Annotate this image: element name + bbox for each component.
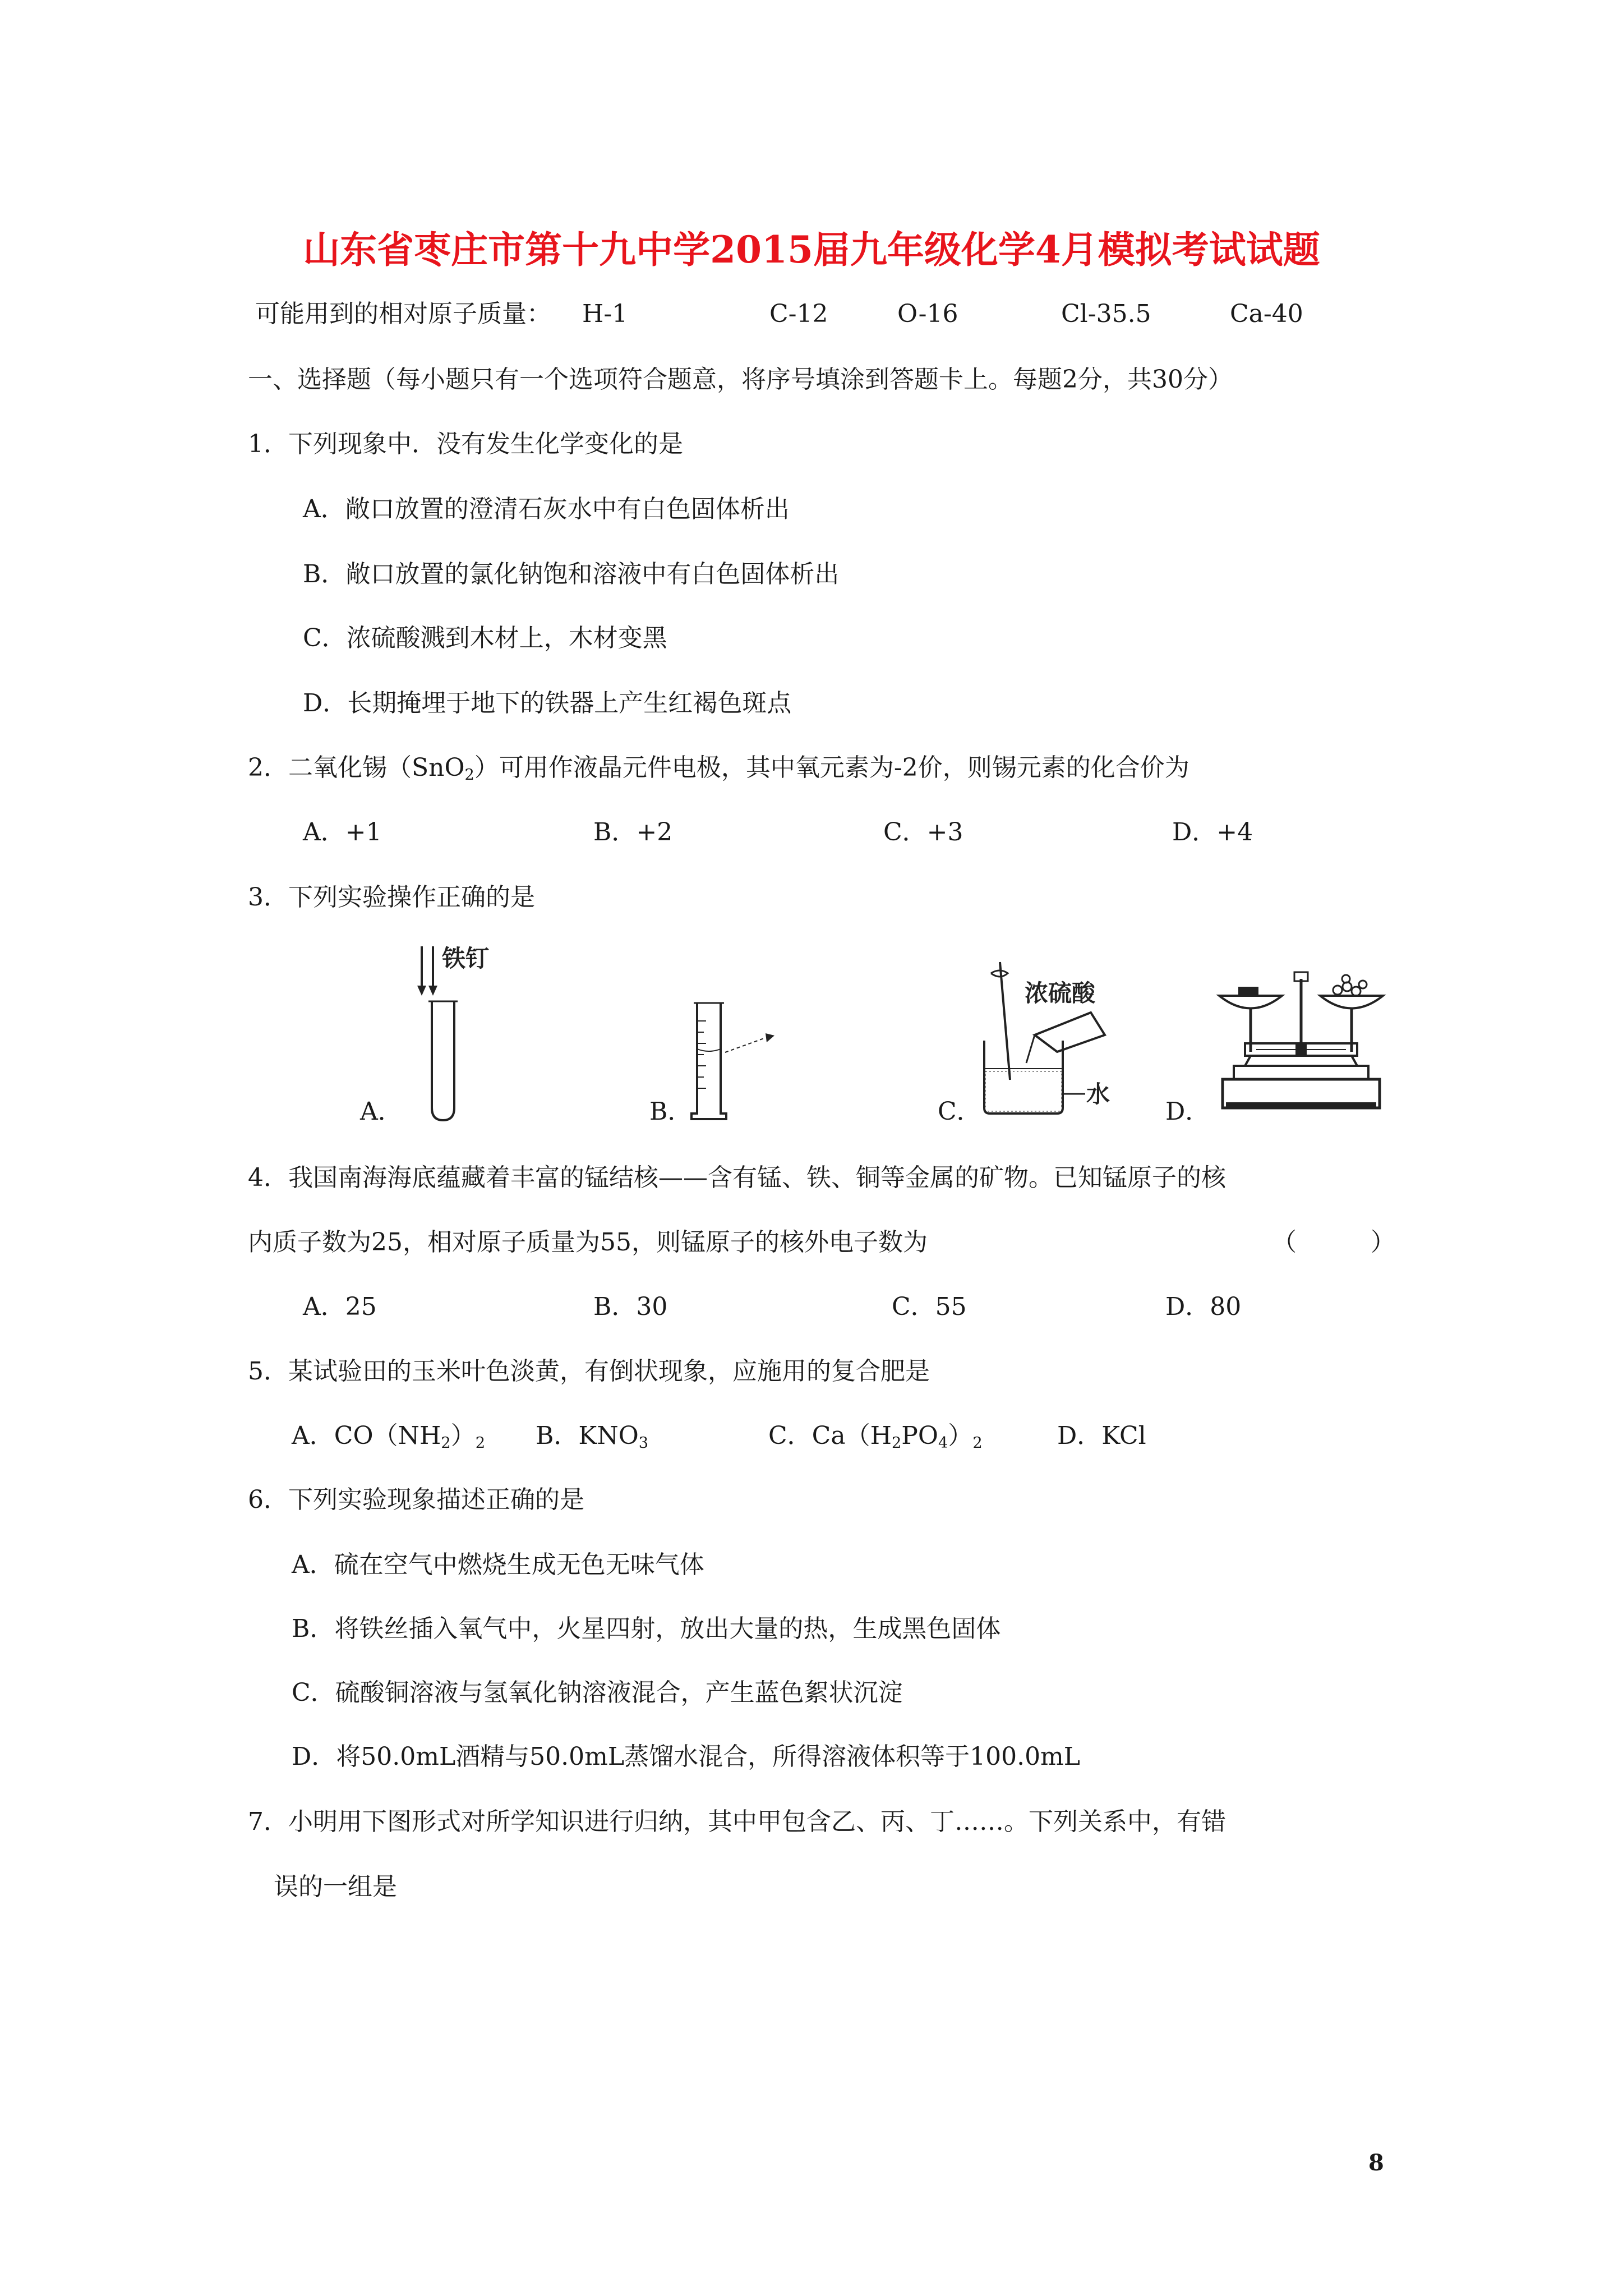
question-1-option-d: D．长期掩埋于地下的铁器上产生红褐色斑点	[303, 689, 792, 717]
figure-a-test-tube-nail	[404, 940, 516, 1125]
question-5-option-c: C．$Ca(H_2PO_4)_2$	[768, 1421, 983, 1452]
figure-c-label: C．	[938, 1097, 981, 1126]
acid-label: 浓硫酸	[1025, 979, 1096, 1007]
exam-title: 山东省枣庄市第十九中学2015届九年级化学4月模拟考试试题	[303, 228, 1320, 272]
question-2-stem: 2．二氧化锡（SnO$_2$）可用作液晶元件电极，其中氧元素为-2价，则锡元素的化合价为	[248, 753, 1189, 784]
question-6-option-c: C．硫酸铜溶液与氢氧化钠溶液混合，产生蓝色絮状沉淀	[292, 1678, 903, 1707]
question-1-stem: 1．下列现象中．没有发生化学变化的是	[248, 430, 683, 458]
question-4-line2: 内质子数为25，相对原子质量为55，则锰原子的核外电子数为	[248, 1228, 928, 1257]
question-4-option-b: B．30	[593, 1292, 668, 1321]
figure-d-label: D．	[1165, 1097, 1210, 1126]
atomic-mass-o: O-16	[897, 300, 958, 328]
question-2-option-a: A．+1	[303, 818, 382, 846]
question-5-stem: 5．某试验田的玉米叶色淡黄，有倒状现象，应施用的复合肥是	[248, 1357, 930, 1386]
figure-c-acid-dilution	[973, 951, 1119, 1125]
nail-label: 铁钉	[442, 945, 490, 972]
question-2-option-c: C．+3	[883, 818, 963, 846]
figure-a-label: A．	[360, 1097, 403, 1126]
question-6-option-d: D．将50.0mL酒精与50.0mL蒸馏水混合，所得溶液体积等于100.0mL	[292, 1742, 1081, 1771]
atomic-mass-label: 可能用到的相对原子质量：	[255, 300, 551, 328]
question-4-option-d: D．80	[1165, 1292, 1242, 1321]
question-7-line2: 误的一组是	[274, 1872, 397, 1901]
question-7-line1: 7．小明用下图形式对所学知识进行归纳，其中甲包含乙、丙、丁……。下列关系中，有错	[248, 1807, 1226, 1836]
question-4-line1: 4．我国南海海底蕴藏着丰富的锰结核——含有锰、铁、铜等金属的矿物。已知锰原子的核	[248, 1163, 1226, 1192]
question-1-option-a: A．敞口放置的澄清石灰水中有白色固体析出	[303, 495, 790, 523]
question-6-option-a: A．硫在空气中燃烧生成无色无味气体	[292, 1550, 704, 1579]
question-1-option-c: C．浓硫酸溅到木材上，木材变黑	[303, 624, 667, 652]
figure-d-balance	[1211, 968, 1391, 1125]
answer-parenthesis: （ ）	[1272, 1228, 1395, 1257]
question-5-option-d: D．KCl	[1057, 1421, 1146, 1450]
question-6-option-b: B．将铁丝插入氧气中，火星四射，放出大量的热，生成黑色固体	[292, 1614, 1001, 1643]
question-5-option-b: B．$KNO_3$	[536, 1421, 649, 1452]
question-1-option-b: B．敞口放置的氯化钠饱和溶液中有白色固体析出	[303, 560, 840, 588]
section-heading: 一、选择题（每小题只有一个选项符合题意，将序号填涂到答题卡上。每题2分，共30分）	[248, 365, 1233, 394]
question-2-option-d: D．+4	[1172, 818, 1253, 846]
atomic-mass-cl: Cl-35.5	[1061, 300, 1151, 328]
question-6-stem: 6．下列实验现象描述正确的是	[248, 1485, 584, 1514]
atomic-mass-h: H-1	[582, 300, 628, 328]
figure-b-label: B．	[649, 1097, 693, 1126]
page-number: 8	[1368, 2150, 1384, 2176]
question-5-option-a: A．$CO(NH_2)_2$	[292, 1421, 486, 1452]
question-4-option-a: A．25	[303, 1292, 377, 1321]
figure-b-graduated-cylinder	[681, 999, 782, 1125]
question-2-option-b: B．+2	[593, 818, 673, 846]
atomic-mass-ca: Ca-40	[1230, 300, 1303, 328]
question-3-stem: 3．下列实验操作正确的是	[248, 883, 535, 912]
water-label: 水	[1086, 1080, 1110, 1108]
atomic-mass-c: C-12	[769, 300, 828, 328]
question-4-option-c: C．55	[892, 1292, 967, 1321]
